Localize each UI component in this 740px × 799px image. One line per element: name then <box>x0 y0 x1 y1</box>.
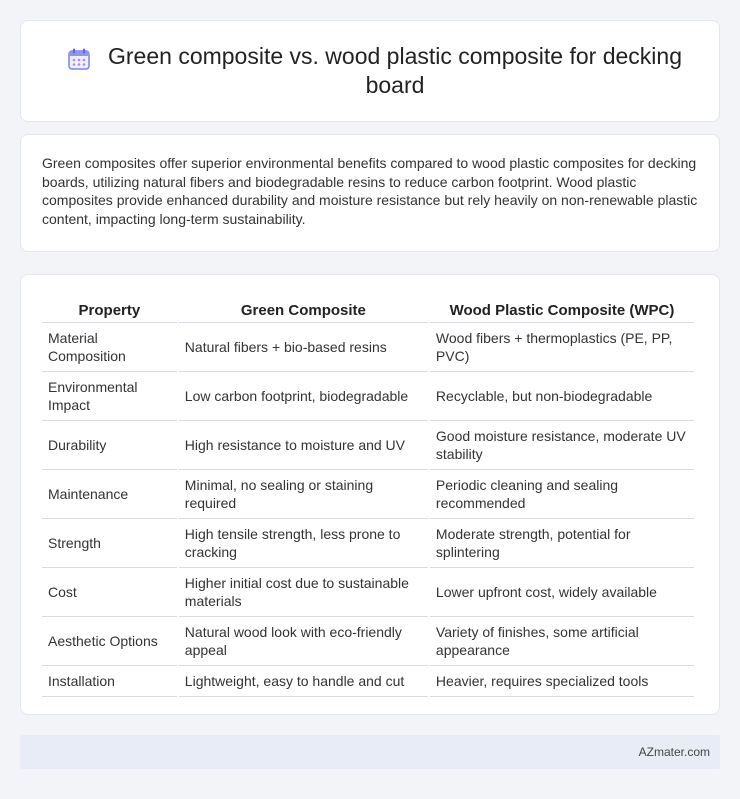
property-cell: Cost <box>42 568 177 617</box>
title-card <box>20 20 720 122</box>
table-header-row <box>42 297 694 323</box>
property-cell: Installation <box>42 666 177 697</box>
summary-text: Green composites offer superior environmental benefits compared to wood plastic composites for decking boards, utilizing natural fibers and biodegradable resins to reduce carbon footprint. Wood plastic composites provide enhanced durability and moisture resistance but rely heavily on non-renewable plastic content, impacting long-term sustainability. <box>42 155 698 227</box>
table-row <box>42 568 694 617</box>
table-row <box>42 617 694 666</box>
wpc-cell: Variety of finishes, some artificial appearance <box>430 617 694 666</box>
table-row <box>42 666 694 697</box>
wpc-cell: Lower upfront cost, widely available <box>430 568 694 617</box>
green-composite-cell: Higher initial cost due to sustainable materials <box>179 568 428 617</box>
table-row <box>42 372 694 421</box>
wpc-cell: Recyclable, but non-biodegradable <box>430 372 694 421</box>
wpc-cell: Heavier, requires specialized tools <box>430 666 694 697</box>
comparison-table-card <box>20 274 720 715</box>
wpc-cell: Wood fibers + thermoplastics (PE, PP, PVC) <box>430 323 694 372</box>
table-row <box>42 323 694 372</box>
table-row <box>42 519 694 568</box>
footer <box>20 735 720 769</box>
green-composite-cell: Minimal, no sealing or staining required <box>179 470 428 519</box>
green-composite-cell: Lightweight, easy to handle and cut <box>179 666 428 697</box>
wpc-cell: Moderate strength, potential for splintering <box>430 519 694 568</box>
column-header-wpc: Wood Plastic Composite (WPC) <box>430 297 694 323</box>
property-cell: Aesthetic Options <box>42 617 177 666</box>
column-header-property: Property <box>42 297 177 323</box>
footer-brand: AZmater.com <box>638 745 710 759</box>
property-cell: Material Composition <box>42 323 177 372</box>
wpc-cell: Periodic cleaning and sealing recommended <box>430 470 694 519</box>
table-row <box>42 470 694 519</box>
column-header-green-composite: Green Composite <box>179 297 428 323</box>
property-cell: Environmental Impact <box>42 372 177 421</box>
summary-card <box>20 134 720 252</box>
property-cell: Strength <box>42 519 177 568</box>
table-row <box>42 421 694 470</box>
green-composite-cell: High resistance to moisture and UV <box>179 421 428 470</box>
property-cell: Durability <box>42 421 177 470</box>
property-cell: Maintenance <box>42 470 177 519</box>
green-composite-cell: Natural fibers + bio-based resins <box>179 323 428 372</box>
green-composite-cell: Low carbon footprint, biodegradable <box>179 372 428 421</box>
wpc-cell: Good moisture resistance, moderate UV stability <box>430 421 694 470</box>
page-title: Green composite vs. wood plastic composite for decking board <box>108 43 682 98</box>
green-composite-cell: Natural wood look with eco-friendly appeal <box>179 617 428 666</box>
comparison-table <box>40 297 696 697</box>
green-composite-cell: High tensile strength, less prone to cracking <box>179 519 428 568</box>
